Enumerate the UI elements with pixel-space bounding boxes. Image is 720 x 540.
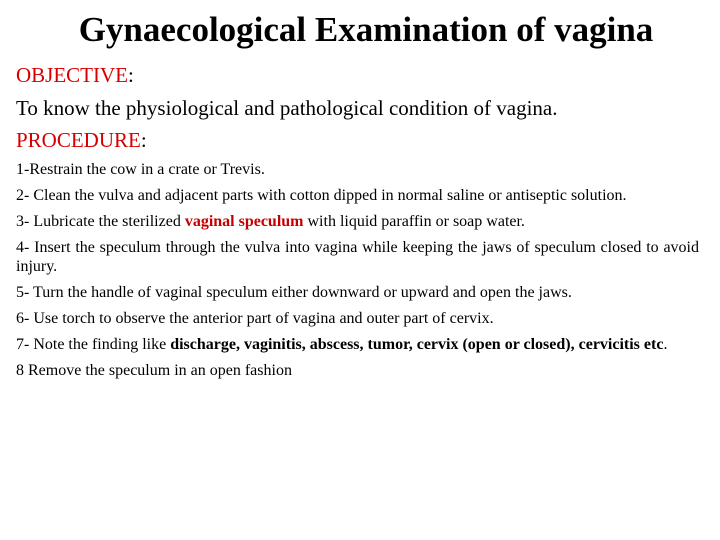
procedure-label: PROCEDURE [16, 128, 141, 152]
procedure-step-7 [16, 335, 699, 354]
procedure-steps [16, 160, 699, 380]
procedure-step-1: 1-Restrain the cow in a crate or Trevis. [16, 161, 265, 178]
objective-colon: : [128, 63, 134, 87]
procedure-step-3 [16, 212, 699, 231]
procedure-step-2: 2- Clean the vulva and adjacent parts with cotton dipped in normal saline or antiseptic solution. [16, 187, 627, 204]
step-3-pre: 3- Lubricate the sterilized [16, 213, 185, 230]
procedure-step-6: 6- Use torch to observe the anterior part of vagina and outer part of cervix. [16, 310, 494, 327]
procedure-step-8: 8 Remove the speculum in an open fashion [16, 362, 292, 379]
vaginal-speculum-highlight: vaginal speculum [184, 213, 304, 230]
step-3-post: with liquid paraffin or soap water. [303, 213, 525, 230]
slide-body [16, 62, 699, 387]
procedure-step-4: 4- Insert the speculum through the vulva into vagina while keeping the jaws of speculum closed to avoid injury. [16, 239, 699, 275]
slide-title: Gynaecological Examination of vagina [78, 10, 654, 49]
objective-heading [16, 62, 699, 89]
procedure-colon: : [140, 128, 147, 152]
procedure-heading [16, 127, 699, 154]
objective-label: OBJECTIVE [16, 63, 128, 87]
objective-text: To know the physiological and pathological condition of vagina. [16, 96, 558, 120]
step-7-post: . [663, 336, 668, 353]
procedure-step-5: 5- Turn the handle of vaginal speculum either downward or upward and open the jaws. [16, 284, 572, 301]
step-7-pre: 7- Note the finding like [16, 336, 171, 353]
findings-bold: discharge, vaginitis, abscess, tumor, cervix (open or closed), cervicitis etc [170, 336, 664, 353]
